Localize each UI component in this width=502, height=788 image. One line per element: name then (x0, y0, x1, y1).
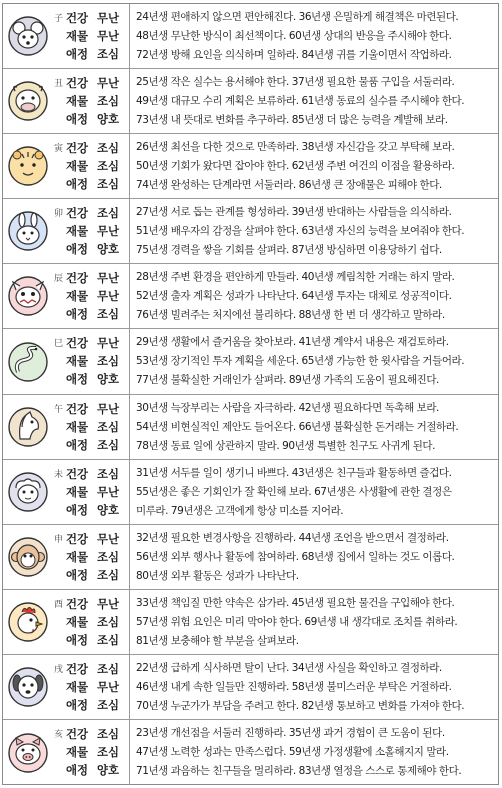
fortune-line: 33년생 책임질 만한 약속은 삼가라. 45년생 필요한 물건을 구입해야 한다. (136, 596, 455, 609)
table-row (3, 134, 498, 199)
fortune-line: 71년생 과음하는 친구들을 멀리하라. 83년생 열정을 스스로 통제해야 한다. (136, 765, 462, 778)
fortune-list (66, 204, 119, 258)
column-divider (129, 525, 130, 589)
money-label: 재물 (66, 679, 89, 694)
fortune-line: 27년생 서로 돕는 관계를 형성하라. 39년생 반대하는 사람들을 의식하라. (136, 206, 452, 219)
money-label: 재물 (66, 549, 89, 564)
money-value: 조심 (97, 614, 120, 629)
column-divider (129, 655, 130, 719)
money-label: 재물 (66, 745, 89, 760)
money-value: 무난 (97, 484, 120, 499)
horse-icon (8, 407, 48, 447)
zodiac-char: 酉 (54, 599, 64, 610)
monkey-icon (8, 537, 48, 577)
column-divider (129, 69, 130, 133)
table-row (3, 590, 498, 655)
zodiac-cell (3, 199, 129, 263)
love-value: 양호 (97, 372, 120, 387)
fortune-line: 48년생 무난한 방식이 최선책이다. 60년생 상대의 반응을 주시해야 한다. (136, 30, 452, 42)
column-divider (129, 395, 130, 459)
fortune-line: 54년생 비현실적인 제안도 들어온다. 66년생 불확실한 돈거래는 거절하라. (136, 420, 459, 433)
fortune-line: 75년생 경력을 쌓을 기회를 살펴라. 87년생 방심하면 이용당하기 쉽다. (136, 244, 442, 257)
zodiac-char: 辰 (54, 274, 64, 285)
zodiac-char: 巳 (54, 339, 64, 350)
fortune-line: 77년생 불확실한 거래인가 살펴라. 89년생 가족의 도움이 필요해진다. (136, 374, 439, 387)
fortune-text (136, 268, 496, 325)
health-value: 조심 (97, 141, 120, 156)
money-label: 재물 (66, 224, 89, 239)
love-label: 애정 (66, 632, 89, 647)
table-row (3, 69, 498, 134)
rat-icon (8, 16, 48, 56)
zodiac-char: 午 (54, 404, 64, 415)
zodiac-cell (3, 720, 129, 785)
rooster-icon (8, 602, 48, 642)
love-label: 애정 (66, 112, 89, 127)
love-value: 조심 (97, 177, 120, 192)
fortune-line: 51년생 배우자의 감정을 살펴야 한다. 63년생 자신의 능력을 보여줘야 한다. (136, 225, 465, 238)
money-value: 무난 (97, 289, 120, 304)
fortune-text (136, 73, 496, 130)
fortune-line: 28년생 주변 환경을 편안하게 만들라. 40년생 께림칙한 거래는 하지 말라. (136, 271, 455, 284)
love-label: 애정 (66, 697, 89, 712)
love-value: 조심 (97, 307, 120, 322)
table-row (3, 395, 498, 460)
table-row (3, 460, 498, 525)
health-value: 무난 (97, 596, 120, 611)
health-value: 무난 (97, 531, 120, 546)
fortune-line: 52년생 출자 계획은 성과가 나타난다. 64년생 투자는 대체로 성공적이다. (136, 290, 452, 303)
zodiac-cell (3, 134, 129, 198)
zodiac-cell (3, 4, 129, 68)
fortune-list (66, 74, 119, 128)
fortune-list (66, 400, 119, 454)
fortune-list (66, 725, 119, 779)
money-value: 조심 (97, 159, 120, 174)
zodiac-cell (3, 329, 129, 393)
health-label: 건강 (66, 336, 89, 351)
health-label: 건강 (66, 271, 89, 286)
fortune-line: 31년생 서두를 일이 생기니 바쁘다. 43년생은 친구들과 활동하면 즐겁다. (136, 466, 452, 479)
sheep-icon (8, 472, 48, 512)
money-label: 재물 (66, 289, 89, 304)
fortune-line: 74년생 완성하는 단계라면 서둘러라. 86년생 큰 장애물은 피해야 한다. (136, 179, 442, 192)
love-label: 애정 (66, 307, 89, 322)
fortune-line: 23년생 개선점을 서둘러 진행하라. 35년생 과거 경험이 큰 도움이 된다. (136, 727, 445, 740)
zodiac-char: 戌 (54, 664, 64, 675)
health-value: 조심 (97, 727, 120, 742)
money-value: 무난 (97, 224, 120, 239)
health-value: 무난 (97, 336, 120, 351)
love-label: 애정 (66, 567, 89, 582)
table-row (3, 329, 498, 394)
fortune-line: 55년생은 좋은 기회인가 잘 확인해 보라. 67년생은 사생활에 관한 결정은 (136, 485, 452, 498)
fortune-line: 72년생 방해 요인을 의식하며 일하라. 84년생 귀를 기울이면서 작업하라. (136, 49, 452, 61)
health-label: 건강 (66, 727, 89, 742)
money-value: 조심 (97, 419, 120, 434)
love-label: 애정 (66, 47, 89, 61)
fortune-line: 50년생 기회가 왔다면 잡아야 한다. 62년생 주변 여건의 이점을 활용하라. (136, 160, 455, 173)
health-label: 건강 (66, 206, 89, 221)
fortune-text (136, 594, 496, 651)
fortune-line: 81년생 보충해야 할 부분을 살펴보라. (136, 634, 299, 647)
zodiac-cell (3, 590, 129, 654)
table-row (3, 720, 498, 785)
column-divider (129, 329, 130, 393)
fortune-list (66, 595, 119, 649)
fortune-line: 70년생 누군가가 부담을 주려고 한다. 82년생 통보하고 변화를 가져야 한다. (136, 699, 465, 712)
zodiac-cell (3, 525, 129, 589)
fortune-line: 30년생 늑장부리는 사람을 자극하라. 42년생 필요하다면 독촉해 보라. (136, 401, 439, 414)
zodiac-char: 未 (54, 469, 64, 480)
money-label: 재물 (66, 419, 89, 434)
fortune-list (66, 334, 119, 388)
zodiac-cell (3, 264, 129, 328)
money-value: 무난 (97, 29, 120, 43)
dragon-icon (8, 276, 48, 316)
fortune-list (66, 660, 119, 714)
horoscope-table (2, 3, 499, 785)
fortune-line: 미루라. 79년생은 고객에게 항상 미소를 지어라. (136, 504, 344, 517)
fortune-text (136, 8, 496, 65)
love-label: 애정 (66, 177, 89, 192)
health-value: 무난 (97, 401, 120, 416)
love-label: 애정 (66, 763, 89, 778)
pig-icon (8, 733, 48, 773)
love-value: 양호 (97, 502, 120, 517)
love-label: 애정 (66, 372, 89, 387)
fortune-line: 29년생 생활에서 즐거움을 찾아보라. 41년생 계약서 내용은 재검토하라. (136, 336, 449, 349)
zodiac-char: 申 (54, 534, 64, 545)
health-label: 건강 (66, 596, 89, 611)
fortune-line: 24년생 편애하지 않으면 편안해진다. 36년생 은밀하게 해결책은 마련된다. (136, 11, 459, 23)
health-value: 무난 (97, 11, 120, 25)
fortune-text (136, 203, 496, 260)
money-value: 조심 (97, 549, 120, 564)
love-value: 조심 (97, 697, 120, 712)
love-value: 양호 (97, 763, 120, 778)
zodiac-char: 寅 (54, 144, 64, 155)
fortune-text (136, 659, 496, 716)
fortune-line: 22년생 급하게 식사하면 탈이 난다. 34년생 사실을 확인하고 결정하라. (136, 661, 442, 674)
fortune-text (136, 724, 496, 781)
money-value: 조심 (97, 94, 120, 109)
fortune-list (66, 465, 119, 519)
column-divider (129, 134, 130, 198)
money-value: 조심 (97, 745, 120, 760)
health-label: 건강 (66, 76, 89, 91)
zodiac-cell (3, 460, 129, 524)
ox-icon (8, 81, 48, 121)
fortune-line: 57년생 위험 요인은 미리 막아야 한다. 69년생 내 생각대로 조치를 취하라. (136, 615, 458, 628)
fortune-line: 80년생 외부 활동은 성과가 나타난다. (136, 569, 299, 582)
money-value: 무난 (97, 679, 120, 694)
love-value: 양호 (97, 242, 120, 257)
fortune-list (66, 530, 119, 584)
column-divider (129, 264, 130, 328)
money-value: 조심 (97, 354, 120, 369)
fortune-text (136, 333, 496, 390)
health-value: 조심 (97, 206, 120, 221)
money-label: 재물 (66, 159, 89, 174)
column-divider (129, 590, 130, 654)
fortune-line: 47년생 노력한 성과는 만족스럽다. 59년생 가정생활에 소홀해지지 말라. (136, 746, 449, 759)
love-value: 양호 (97, 112, 120, 127)
zodiac-cell (3, 69, 129, 133)
health-label: 건강 (66, 466, 89, 481)
table-row (3, 199, 498, 264)
love-value: 조심 (97, 47, 120, 61)
health-label: 건강 (66, 11, 89, 25)
health-value: 무난 (97, 271, 120, 286)
fortune-line: 32년생 필요한 변경사항을 진행하라. 44년생 조언을 받으면서 결정하라. (136, 531, 449, 544)
fortune-line: 56년생 외부 행사나 활동에 참여하라. 68년생 집에서 일하는 것도 이롭다. (136, 550, 455, 563)
tiger-icon (8, 146, 48, 186)
money-label: 재물 (66, 484, 89, 499)
money-label: 재물 (66, 614, 89, 629)
health-label: 건강 (66, 401, 89, 416)
health-label: 건강 (66, 141, 89, 156)
money-label: 재물 (66, 29, 89, 43)
fortune-text (136, 138, 496, 195)
fortune-text (136, 464, 496, 521)
table-row (3, 525, 498, 590)
fortune-list (66, 9, 119, 63)
fortune-line: 78년생 동료 일에 상관하지 말라. 90년생 특별한 친구도 사귀게 된다. (136, 439, 436, 452)
fortune-line: 76년생 빌려주는 처지에선 불리하다. 88년생 한 번 더 생각하고 말하라. (136, 309, 445, 322)
zodiac-char: 亥 (54, 730, 64, 741)
health-value: 조심 (97, 466, 120, 481)
love-value: 조심 (97, 632, 120, 647)
love-value: 조심 (97, 437, 120, 452)
love-label: 애정 (66, 502, 89, 517)
love-label: 애정 (66, 242, 89, 257)
fortune-text (136, 399, 496, 456)
zodiac-char: 子 (54, 14, 64, 24)
column-divider (129, 4, 130, 68)
table-row (3, 264, 498, 329)
rabbit-icon (8, 211, 48, 251)
zodiac-char: 卯 (54, 209, 64, 220)
health-value: 조심 (97, 661, 120, 676)
fortune-text (136, 529, 496, 586)
money-label: 재물 (66, 94, 89, 109)
health-label: 건강 (66, 531, 89, 546)
column-divider (129, 199, 130, 263)
zodiac-cell (3, 655, 129, 719)
fortune-line: 25년생 작은 실수는 용서해야 한다. 37년생 필요한 물품 구입을 서둘러라. (136, 76, 455, 89)
fortune-line: 46년생 내게 속한 일들만 진행하라. 58년생 불미스러운 부탁은 거절하라. (136, 680, 452, 693)
love-label: 애정 (66, 437, 89, 452)
fortune-line: 26년생 최선을 다한 것으로 만족하라. 38년생 자신감을 갖고 부탁해 보라. (136, 141, 455, 154)
love-value: 조심 (97, 567, 120, 582)
zodiac-char: 丑 (54, 79, 64, 90)
snake-icon (8, 342, 48, 382)
dog-icon (8, 667, 48, 707)
health-label: 건강 (66, 661, 89, 676)
table-row (3, 4, 498, 69)
fortune-list (66, 139, 119, 193)
health-value: 무난 (97, 76, 120, 91)
table-row (3, 655, 498, 720)
fortune-line: 53년생 장기적인 투자 계획을 세운다. 65년생 가능한 한 윗사람을 거들어라. (136, 355, 465, 368)
column-divider (129, 720, 130, 785)
zodiac-cell (3, 395, 129, 459)
money-label: 재물 (66, 354, 89, 369)
fortune-line: 49년생 대규모 수리 계획은 보류하라. 61년생 동료의 실수를 주시해야 한다. (136, 95, 465, 108)
fortune-line: 73년생 내 뜻대로 변화를 추구하라. 85년생 더 많은 능력을 계발해 보라. (136, 114, 448, 127)
column-divider (129, 460, 130, 524)
fortune-list (66, 269, 119, 323)
